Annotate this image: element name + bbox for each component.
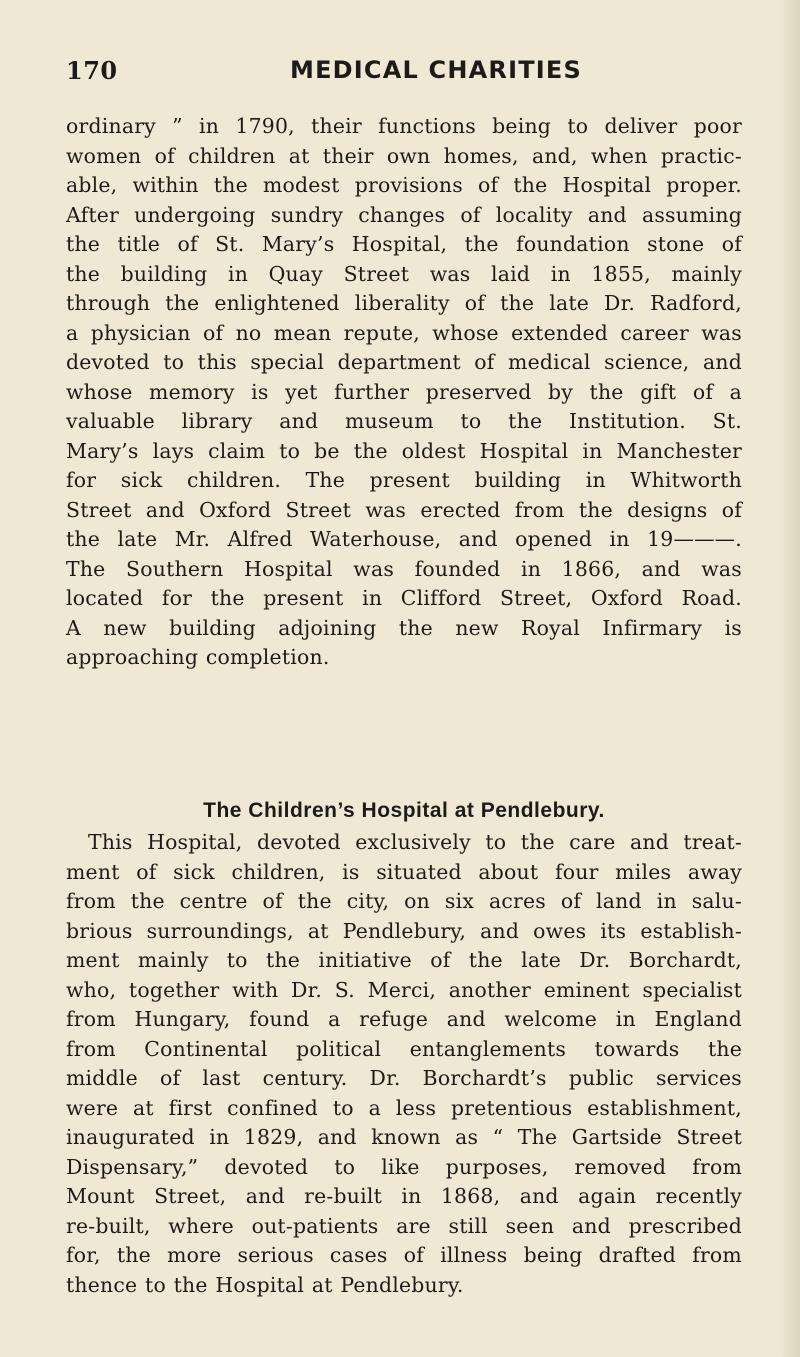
page-edge-shadow (778, 0, 800, 1357)
paragraph-line: brious surroundings, at Pendlebury, and owes its establish- (66, 918, 742, 943)
paragraph-line: women of children at their own homes, and, when practic- (66, 143, 742, 168)
running-head (66, 54, 742, 98)
paragraph-line: Mount Street, and re-built in 1868, and again recently (66, 1184, 742, 1208)
paragraph-line: a physician of no mean repute, whose extended career was (66, 320, 742, 345)
paragraph-line: whose memory is yet further preserved by the gift of a (66, 379, 742, 404)
paragraph-line: the building in Quay Street was laid in 1855, mainly (66, 261, 742, 286)
section-heading: The Children’s Hospital at Pendlebury. (203, 799, 605, 823)
paragraph-line: were at first confined to a less pretentious establishment, (66, 1095, 742, 1120)
paragraph-line: ment of sick children, is situated about four miles away (66, 859, 742, 884)
paragraph-line: After undergoing sundry changes of locality and assuming (66, 202, 742, 227)
paragraph-line: re-built, where out-patients are still seen and prescribed (66, 1213, 742, 1238)
paragraph-line: the title of St. Mary’s Hospital, the foundation stone of (66, 232, 742, 256)
paragraph-line: from the centre of the city, on six acres of land in salu- (66, 889, 742, 913)
paragraph-line: located for the present in Clifford Street, Oxford Road. (66, 586, 742, 610)
paragraph-line: able, within the modest provisions of the Hospital proper. (66, 173, 742, 197)
paragraph-line: The Southern Hospital was founded in 1866, and was (66, 556, 742, 581)
paragraph-line: Street and Oxford Street was erected from the designs of (66, 497, 742, 522)
page-number: 170 (66, 56, 118, 85)
paragraph-line: devoted to this special department of medical science, and (66, 350, 742, 374)
paragraph-line: through the enlightened liberality of the late Dr. Radford, (66, 291, 742, 315)
opening-paragraph (66, 112, 742, 673)
paragraph-line: for, the more serious cases of illness being drafted from (66, 1243, 742, 1267)
paragraph-line: from Hungary, found a refuge and welcome in England (66, 1007, 742, 1031)
paragraph-line: from Continental political entanglements towards the (66, 1036, 742, 1061)
paragraph-line: inaugurated in 1829, and known as “ The Gartside Street (66, 1125, 742, 1149)
paragraph-line: for sick children. The present building in Whitworth (66, 468, 742, 492)
pendlebury-paragraph (66, 828, 742, 1300)
paragraph-line: approaching completion. (66, 645, 330, 669)
paragraph-line: who, together with Dr. S. Merci, another eminent specialist (66, 977, 742, 1002)
paragraph-line: This Hospital, devoted exclusively to the care and treat- (88, 830, 742, 854)
paragraph-line: ment mainly to the initiative of the late Dr. Borchardt, (66, 948, 742, 972)
paragraph-line: Dispensary,” devoted to like purposes, removed from (66, 1154, 742, 1179)
paragraph-line: A new building adjoining the new Royal Infirmary is (66, 615, 742, 640)
paragraph-line: valuable library and museum to the Institution. St. (66, 409, 742, 433)
running-title: MEDICAL CHARITIES (289, 56, 583, 84)
paragraph-line: thence to the Hospital at Pendlebury. (66, 1272, 464, 1297)
paragraph-line: Mary’s lays claim to be the oldest Hospital in Manchester (66, 438, 742, 463)
paragraph-line: ordinary ” in 1790, their functions being to deliver poor (66, 114, 742, 138)
paragraph-line: middle of last century. Dr. Borchardt’s public services (66, 1066, 742, 1090)
paragraph-line: the late Mr. Alfred Waterhouse, and opened in 19———. (66, 527, 742, 551)
